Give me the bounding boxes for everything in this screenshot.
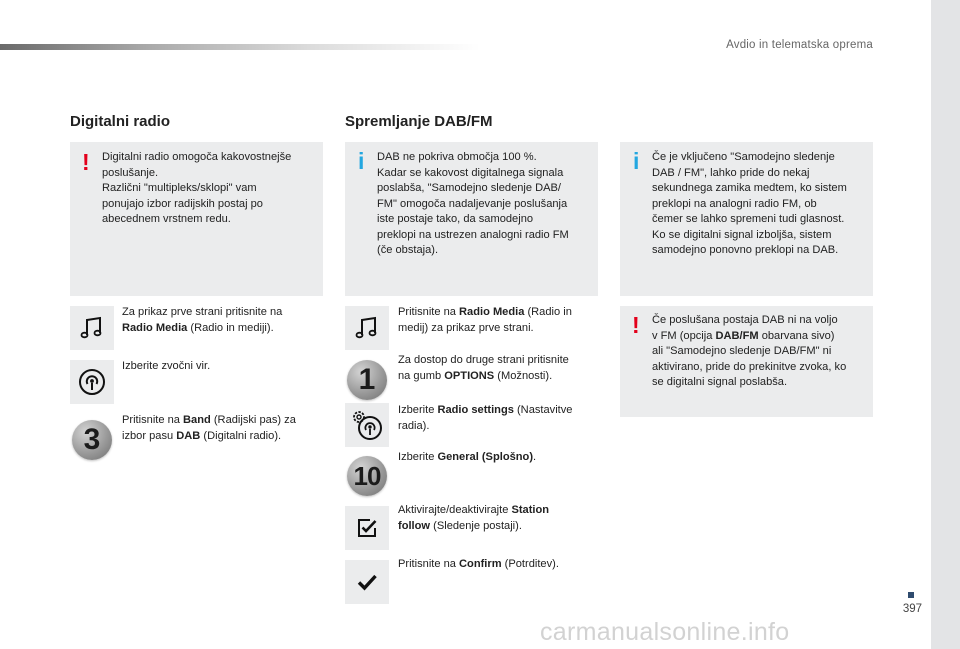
info-icon: i bbox=[358, 148, 365, 174]
radio-settings-icon bbox=[350, 408, 384, 442]
radio-wave-icon bbox=[78, 368, 106, 396]
page-number: 397 bbox=[902, 603, 922, 615]
page-side-strip bbox=[931, 0, 960, 649]
warning-box-digital-radio bbox=[70, 142, 323, 296]
radio-media-button[interactable] bbox=[70, 306, 114, 350]
warning-text: Digitalni radio omogoča kakovostnejše poslušanje. Različni "multipleks/sklopi" vam ponujajo izbor radijskih postaj po abecednem vrstnem redu. bbox=[102, 151, 292, 225]
page-header-title: Avdio in telematska oprema bbox=[726, 39, 873, 51]
info-text: Če je vključeno "Samodejno sledenje DAB / FM", lahko pride do nekaj sekundnega zamika medtem, ko sistem preklopi na analogni radio FM, ob čemer se lahko spremeni tudi glasnost. Ko se digitalni signal izboljša, sistem samodejno ponovno preklopi na DAB. bbox=[652, 151, 847, 256]
left-step-2-text: Izberite zvočni vir. bbox=[122, 360, 211, 372]
middle-step-6-text: Pritisnite na Confirm (Potrditev). bbox=[398, 558, 559, 570]
warning-exclamation-icon: ! bbox=[632, 312, 640, 338]
warning-box-dab-unavailable bbox=[620, 306, 873, 417]
middle-step-4-text: Izberite General (Splošno). bbox=[398, 451, 537, 463]
info-box-dab-fm-delay bbox=[620, 142, 873, 296]
music-note-icon bbox=[354, 315, 380, 341]
checkbox-icon bbox=[356, 517, 378, 539]
step-number-badge: 10 bbox=[347, 456, 387, 496]
left-step-1-text: Za prikaz prve strani pritisnite na Radio Media (Radio in mediji). bbox=[122, 306, 283, 334]
step-number-badge: 3 bbox=[72, 420, 112, 460]
radio-media-button[interactable] bbox=[345, 306, 389, 350]
warning-exclamation-icon: ! bbox=[82, 149, 90, 175]
middle-step-5-text: Aktivirajte/deaktivirajte Station follow (Sledenje postaji). bbox=[398, 504, 550, 532]
heading-dab-fm-following: Spremljanje DAB/FM bbox=[345, 113, 493, 130]
left-step-3-text: Pritisnite na Band (Radijski pas) za izbor pasu DAB (Digitalni radio). bbox=[122, 414, 296, 442]
confirm-button[interactable] bbox=[345, 560, 389, 604]
page-marker bbox=[908, 592, 914, 598]
watermark-text: carmanualsonline.info bbox=[540, 618, 790, 646]
station-follow-checkbox[interactable] bbox=[345, 506, 389, 550]
radio-settings-button[interactable] bbox=[345, 403, 389, 447]
warning-text: Če poslušana postaja DAB ni na voljo v FM (opcija DAB/FM obarvana sivo) ali "Samodejno sledenje DAB/FM" ni aktivirano, pride do prekinitve zvoka, ko se digitalni signal poslabša. bbox=[652, 314, 847, 388]
middle-step-3-text: Izberite Radio settings (Nastavitve radia). bbox=[398, 404, 573, 432]
music-note-icon bbox=[79, 315, 105, 341]
checkmark-icon bbox=[356, 571, 378, 593]
info-text: DAB ne pokriva območja 100 %. Kadar se kakovost digitalnega signala poslabša, "Samodejno sledenje DAB/ FM" omogoča nadaljevanje poslušanja iste postaje tako, da samodejno preklopi na ustrezen analogni radio FM (če obstaja). bbox=[377, 151, 569, 256]
step-number-badge: 1 bbox=[347, 360, 387, 400]
middle-step-1-text: Pritisnite na Radio Media (Radio in medij) za prikaz prve strani. bbox=[398, 306, 572, 334]
info-box-dab-coverage bbox=[345, 142, 598, 296]
middle-step-2-text: Za dostop do druge strani pritisnite na gumb OPTIONS (Možnosti). bbox=[398, 354, 569, 382]
info-icon: i bbox=[633, 148, 640, 174]
audio-source-button[interactable] bbox=[70, 360, 114, 404]
header-gradient-bar bbox=[0, 44, 480, 50]
heading-digital-radio: Digitalni radio bbox=[70, 113, 171, 130]
